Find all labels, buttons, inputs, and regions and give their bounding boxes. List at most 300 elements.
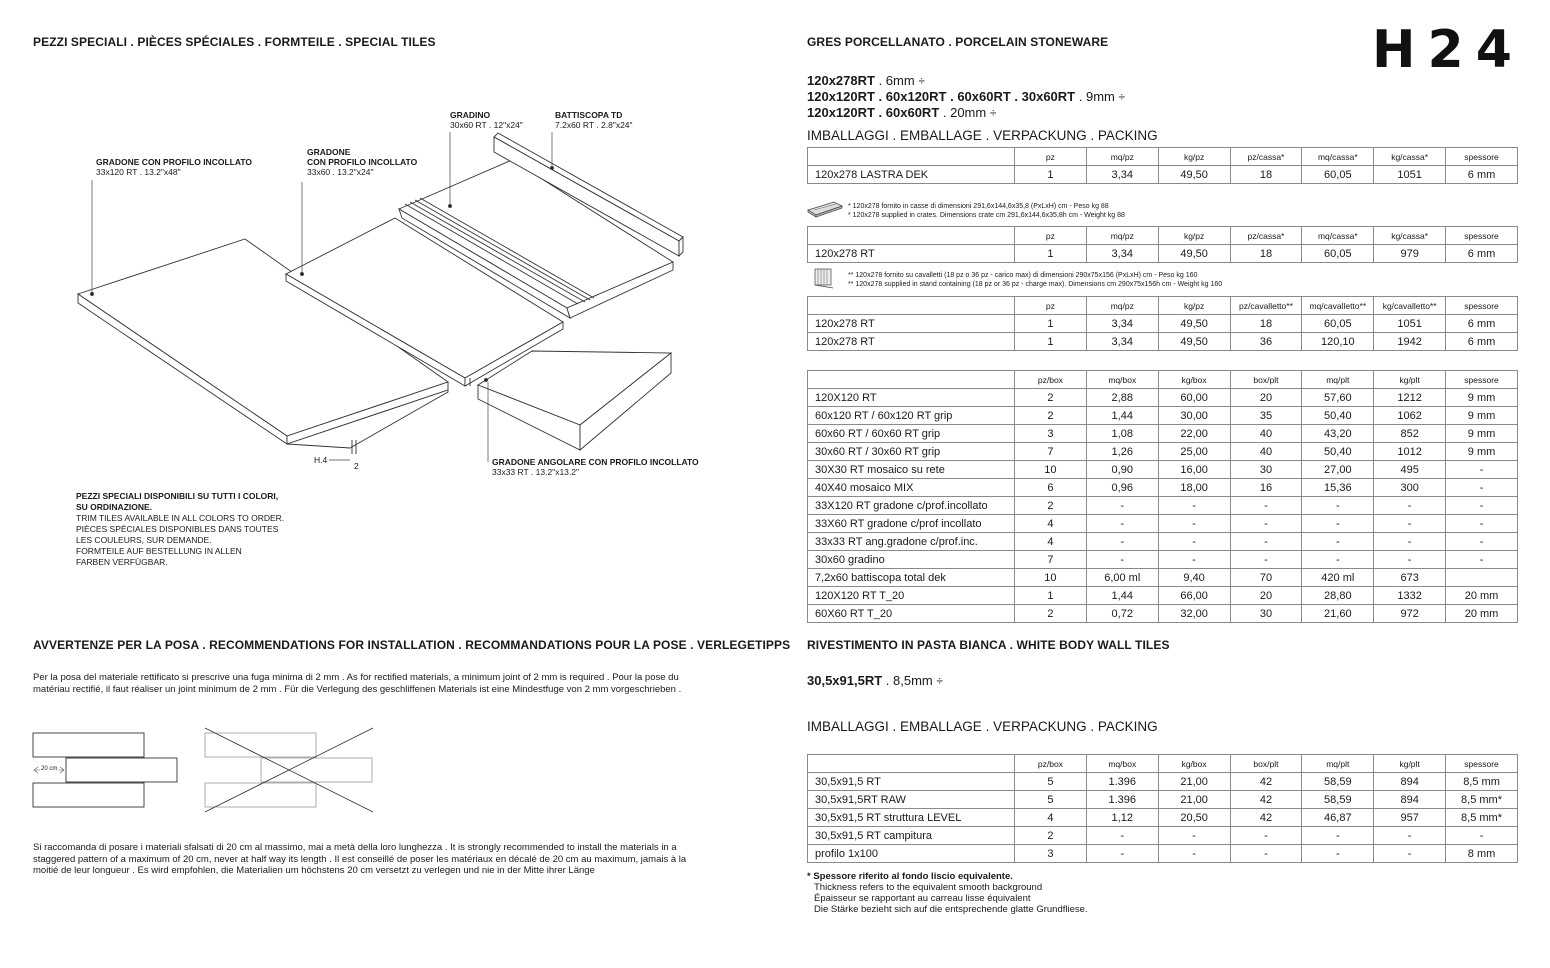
footnote-it: * Spessore riferito al fondo liscio equivalente. bbox=[807, 871, 1013, 882]
thickness-icon: ÷ bbox=[936, 674, 943, 688]
thickness-icon: ÷ bbox=[989, 106, 997, 120]
table-cell: 35 bbox=[1230, 407, 1302, 425]
table-cell: 0,72 bbox=[1086, 605, 1158, 623]
availability-line2: SU ORDINAZIONE. bbox=[76, 502, 153, 512]
availability-line6: FORMTEILE AUF BESTELLUNG IN ALLEN bbox=[76, 546, 242, 556]
label-angolare bbox=[492, 457, 699, 477]
table-cell: 21,00 bbox=[1158, 791, 1230, 809]
table-cell: - bbox=[1086, 515, 1158, 533]
table-cell: 60,00 bbox=[1158, 389, 1230, 407]
table-cell: 495 bbox=[1374, 461, 1446, 479]
table-cell: 60x60 RT / 60x60 RT grip bbox=[808, 425, 1015, 443]
spec2-thickness: . 9mm bbox=[1075, 89, 1115, 104]
table-cell: pz bbox=[1015, 148, 1087, 166]
table-row bbox=[808, 389, 1518, 407]
table-cell: 16,00 bbox=[1158, 461, 1230, 479]
label-battiscopa-title: BATTISCOPA TD bbox=[555, 110, 623, 120]
table-cell: 420 ml bbox=[1302, 569, 1374, 587]
table-cell: - bbox=[1446, 533, 1518, 551]
table-cell: 3,34 bbox=[1086, 166, 1158, 184]
table-cell: 120x278 RT bbox=[808, 245, 1015, 263]
table-cell: 894 bbox=[1374, 791, 1446, 809]
table-cell: 3,34 bbox=[1086, 315, 1158, 333]
spec-line-1 bbox=[807, 73, 925, 89]
availability-line7: FARBEN VERFÜGBAR. bbox=[76, 557, 168, 567]
table-cell: 46,87 bbox=[1302, 809, 1374, 827]
table-cell: pz/box bbox=[1015, 371, 1087, 389]
table-cell: 32,00 bbox=[1158, 605, 1230, 623]
table-cell: 7,2x60 battiscopa total dek bbox=[808, 569, 1015, 587]
table-cell: 15,36 bbox=[1302, 479, 1374, 497]
table-row bbox=[808, 515, 1518, 533]
table-cell: - bbox=[1446, 515, 1518, 533]
table-cell: 3 bbox=[1015, 425, 1087, 443]
table-cell: 1051 bbox=[1374, 315, 1446, 333]
table-cell: 6 bbox=[1015, 479, 1087, 497]
table-cell: mq/cavalletto** bbox=[1302, 297, 1374, 315]
table-cell: 1,12 bbox=[1086, 809, 1158, 827]
table-cell: 30,5x91,5 RT bbox=[808, 773, 1015, 791]
table-cell: 1,26 bbox=[1086, 443, 1158, 461]
stand-note-en: ** 120x278 supplied in stand containing (18 pz or 36 pz - charge max). Dimensions cm 290x75x156h cm - Weight kg 160 bbox=[848, 280, 1223, 288]
table-cell: 852 bbox=[1374, 425, 1446, 443]
table-cell bbox=[808, 297, 1015, 315]
table-cell: pz/cassa* bbox=[1230, 227, 1302, 245]
table-cell: 979 bbox=[1374, 245, 1446, 263]
table-cell: 5 bbox=[1015, 791, 1087, 809]
table-cell: spessore bbox=[1446, 148, 1518, 166]
availability-line5: LES COULEURS, SUR DEMANDE. bbox=[76, 535, 212, 545]
table-cell: pz/cassa* bbox=[1230, 148, 1302, 166]
install-title: AVVERTENZE PER LA POSA . RECOMMENDATIONS FOR INSTALLATION . RECOMMANDATIONS POUR LA POSE . VERLEGETIPPS bbox=[33, 638, 791, 652]
table-cell: 49,50 bbox=[1158, 333, 1230, 351]
table-cell: 30 bbox=[1230, 461, 1302, 479]
table-cell: 50,40 bbox=[1302, 407, 1374, 425]
table-cell: 1,44 bbox=[1086, 587, 1158, 605]
table-cell: 1 bbox=[1015, 587, 1087, 605]
table-cell: 6 mm bbox=[1446, 315, 1518, 333]
table-cell: 10 bbox=[1015, 461, 1087, 479]
table-cell: 8,5 mm* bbox=[1446, 809, 1518, 827]
table-cell bbox=[808, 148, 1015, 166]
table-cell: - bbox=[1230, 515, 1302, 533]
table-cell: 1.396 bbox=[1086, 791, 1158, 809]
table-cell: 120X120 RT bbox=[808, 389, 1015, 407]
table-cell: 7 bbox=[1015, 551, 1087, 569]
table-cell: box/plt bbox=[1230, 755, 1302, 773]
table-cell: 7 bbox=[1015, 443, 1087, 461]
table-cell: profilo 1x100 bbox=[808, 845, 1015, 863]
spec2-formats: 120x120RT . 60x120RT . 60x60RT . 30x60RT bbox=[807, 89, 1076, 104]
table-cell: mq/plt bbox=[1302, 755, 1374, 773]
table-cell: mq/pz bbox=[1086, 148, 1158, 166]
table-cell: 30X30 RT mosaico su rete bbox=[808, 461, 1015, 479]
table-cell: 30,00 bbox=[1158, 407, 1230, 425]
label-two: 2 bbox=[354, 461, 359, 471]
table-cell: spessore bbox=[1446, 297, 1518, 315]
table-cell: 30,5x91,5RT RAW bbox=[808, 791, 1015, 809]
label-gradino-size: 30x60 RT . 12"x24" bbox=[450, 120, 523, 130]
table-cell: - bbox=[1158, 515, 1230, 533]
table-cell: 2 bbox=[1015, 497, 1087, 515]
table-cell: spessore bbox=[1446, 755, 1518, 773]
table-cell: - bbox=[1302, 845, 1374, 863]
packing-table-main bbox=[807, 370, 1518, 623]
table-cell bbox=[1446, 569, 1518, 587]
spec-line-3 bbox=[807, 105, 996, 121]
install-diagrams bbox=[28, 724, 378, 814]
table-cell: - bbox=[1158, 497, 1230, 515]
table-row bbox=[808, 569, 1518, 587]
table-cell: 2 bbox=[1015, 827, 1087, 845]
label-h4: H.4 bbox=[314, 455, 328, 465]
table-cell: 1,08 bbox=[1086, 425, 1158, 443]
table-cell: - bbox=[1374, 497, 1446, 515]
crate-note-it: * 120x278 fornito in casse di dimensioni 291,6x144,6x35,8 (PxLxH) cm - Peso kg 88 bbox=[848, 203, 1109, 210]
table-cell: 40 bbox=[1230, 425, 1302, 443]
table-cell: 3 bbox=[1015, 845, 1087, 863]
offset-label: 20 cm bbox=[41, 766, 58, 772]
table-row bbox=[808, 333, 1518, 351]
table-cell: 2 bbox=[1015, 605, 1087, 623]
table-cell: 49,50 bbox=[1158, 166, 1230, 184]
table-cell: 1062 bbox=[1374, 407, 1446, 425]
availability-line3: TRIM TILES AVAILABLE IN ALL COLORS TO ORDER. bbox=[76, 513, 285, 523]
table-cell: 18 bbox=[1230, 315, 1302, 333]
table-cell: - bbox=[1374, 845, 1446, 863]
table-cell: 8,5 mm* bbox=[1446, 791, 1518, 809]
table-cell: 28,80 bbox=[1302, 587, 1374, 605]
footnote-en: Thickness refers to the equivalent smooth background bbox=[814, 882, 1043, 893]
table-cell: 6,00 ml bbox=[1086, 569, 1158, 587]
table-cell: - bbox=[1374, 827, 1446, 845]
table-row bbox=[808, 407, 1518, 425]
table-cell: 40X40 mosaico MIX bbox=[808, 479, 1015, 497]
table-cell: 30x60 RT / 30x60 RT grip bbox=[808, 443, 1015, 461]
table-cell: - bbox=[1302, 827, 1374, 845]
label-battiscopa bbox=[555, 110, 633, 130]
table-cell: 18 bbox=[1230, 245, 1302, 263]
table-cell: - bbox=[1230, 845, 1302, 863]
table-cell: kg/plt bbox=[1374, 755, 1446, 773]
table-row bbox=[808, 605, 1518, 623]
crate-note bbox=[848, 203, 1125, 220]
table-cell: mq/box bbox=[1086, 371, 1158, 389]
table-cell: 66,00 bbox=[1158, 587, 1230, 605]
spec1-thickness: . 6mm bbox=[874, 73, 915, 88]
label-angolare-size: 33x33 RT . 13.2"x13.2" bbox=[492, 467, 580, 477]
packing-table-lastra bbox=[807, 147, 1518, 184]
table-cell: 1212 bbox=[1374, 389, 1446, 407]
table-cell: - bbox=[1230, 827, 1302, 845]
table-header-row bbox=[808, 227, 1518, 245]
packing-title-wall: IMBALLAGGI . EMBALLAGE . VERPACKUNG . PACKING bbox=[807, 719, 1158, 734]
label-gradone-profilo-title: GRADONE CON PROFILO INCOLLATO bbox=[96, 157, 252, 167]
table-cell: 25,00 bbox=[1158, 443, 1230, 461]
table-cell: 1051 bbox=[1374, 166, 1446, 184]
table-cell bbox=[808, 227, 1015, 245]
table-cell: 1332 bbox=[1374, 587, 1446, 605]
table-cell: - bbox=[1446, 497, 1518, 515]
table-cell: - bbox=[1374, 515, 1446, 533]
packing-table-crate bbox=[807, 226, 1518, 263]
table-cell: - bbox=[1302, 533, 1374, 551]
table-cell: 957 bbox=[1374, 809, 1446, 827]
wall-tiles-title: RIVESTIMENTO IN PASTA BIANCA . WHITE BODY WALL TILES bbox=[807, 638, 1170, 652]
table-cell: - bbox=[1158, 551, 1230, 569]
spec1-formats: 120x278RT bbox=[807, 73, 875, 88]
table-cell: 50,40 bbox=[1302, 443, 1374, 461]
table-cell: pz bbox=[1015, 297, 1087, 315]
table-row bbox=[808, 533, 1518, 551]
table-cell: kg/pz bbox=[1158, 227, 1230, 245]
packing-table-wall bbox=[807, 754, 1518, 863]
gradone-angolare-shape bbox=[478, 351, 671, 450]
table-cell: 4 bbox=[1015, 533, 1087, 551]
table-cell: 30,5x91,5 RT struttura LEVEL bbox=[808, 809, 1015, 827]
table-cell: 60x120 RT / 60x120 RT grip bbox=[808, 407, 1015, 425]
table-cell bbox=[808, 371, 1015, 389]
table-cell: - bbox=[1086, 533, 1158, 551]
special-tiles-title: PEZZI SPECIALI . PIÈCES SPÉCIALES . FORMTEILE . SPECIAL TILES bbox=[33, 35, 436, 49]
table-cell: box/plt bbox=[1230, 371, 1302, 389]
table-cell: mq/plt bbox=[1302, 371, 1374, 389]
table-row bbox=[808, 166, 1518, 184]
table-cell: pz/box bbox=[1015, 755, 1087, 773]
table-cell: 894 bbox=[1374, 773, 1446, 791]
table-cell: 10 bbox=[1015, 569, 1087, 587]
table-cell: 36 bbox=[1230, 333, 1302, 351]
label-gradone-profilo bbox=[96, 157, 252, 177]
table-cell: 40 bbox=[1230, 443, 1302, 461]
table-cell: 57,60 bbox=[1302, 389, 1374, 407]
table-cell: 16 bbox=[1230, 479, 1302, 497]
table-header-row bbox=[808, 755, 1518, 773]
table-cell: - bbox=[1086, 551, 1158, 569]
table-cell: 0,96 bbox=[1086, 479, 1158, 497]
table-cell: 60,05 bbox=[1302, 315, 1374, 333]
packing-title: IMBALLAGGI . EMBALLAGE . VERPACKUNG . PACKING bbox=[807, 128, 1158, 143]
footnote-de: Die Stärke bezieht sich auf die entsprechende glatte Grundfliese. bbox=[814, 904, 1088, 915]
table-cell: mq/pz bbox=[1086, 227, 1158, 245]
table-cell: - bbox=[1302, 497, 1374, 515]
label-gradone-title2: CON PROFILO INCOLLATO bbox=[307, 157, 418, 167]
table-cell: - bbox=[1086, 845, 1158, 863]
table-cell: 1942 bbox=[1374, 333, 1446, 351]
table-cell: kg/cassa* bbox=[1374, 148, 1446, 166]
table-cell: kg/pz bbox=[1158, 297, 1230, 315]
table-cell: 8 mm bbox=[1446, 845, 1518, 863]
table-cell: 42 bbox=[1230, 809, 1302, 827]
table-cell: 20,50 bbox=[1158, 809, 1230, 827]
table-cell: mq/pz bbox=[1086, 297, 1158, 315]
availability-line4: PIÈCES SPÉCIALES DISPONIBLES DANS TOUTES bbox=[76, 524, 279, 534]
table-cell: 22,00 bbox=[1158, 425, 1230, 443]
table-cell: kg/cassa* bbox=[1374, 227, 1446, 245]
table-row bbox=[808, 245, 1518, 263]
wall-spec-format: 30,5x91,5RT bbox=[807, 673, 883, 688]
table-cell: 18 bbox=[1230, 166, 1302, 184]
table-cell: 18,00 bbox=[1158, 479, 1230, 497]
table-cell: 1012 bbox=[1374, 443, 1446, 461]
table-cell: 6 mm bbox=[1446, 333, 1518, 351]
table-cell: mq/cassa* bbox=[1302, 227, 1374, 245]
table-cell: 70 bbox=[1230, 569, 1302, 587]
table-row bbox=[808, 587, 1518, 605]
table-cell: 120x278 RT bbox=[808, 315, 1015, 333]
table-cell: 33x33 RT ang.gradone c/prof.inc. bbox=[808, 533, 1015, 551]
table-cell: 8,5 mm bbox=[1446, 773, 1518, 791]
table-cell: 33X60 RT gradone c/prof incollato bbox=[808, 515, 1015, 533]
thickness-icon: ÷ bbox=[1118, 90, 1126, 104]
table-cell: - bbox=[1446, 827, 1518, 845]
table-cell: 30 bbox=[1230, 605, 1302, 623]
table-cell: 9 mm bbox=[1446, 389, 1518, 407]
spec3-formats: 120x120RT . 60x60RT bbox=[807, 105, 940, 120]
table-header-row bbox=[808, 148, 1518, 166]
table-cell: - bbox=[1158, 845, 1230, 863]
table-cell: 42 bbox=[1230, 791, 1302, 809]
table-cell: 120x278 RT bbox=[808, 333, 1015, 351]
table-row bbox=[808, 827, 1518, 845]
table-cell: - bbox=[1446, 461, 1518, 479]
table-cell: - bbox=[1086, 497, 1158, 515]
table-cell: 58,59 bbox=[1302, 773, 1374, 791]
table-cell: 0,90 bbox=[1086, 461, 1158, 479]
table-cell: 20 mm bbox=[1446, 605, 1518, 623]
table-cell: 5 bbox=[1015, 773, 1087, 791]
table-cell: 30x60 gradino bbox=[808, 551, 1015, 569]
label-gradone bbox=[307, 147, 417, 177]
label-gradino bbox=[450, 110, 523, 130]
table-cell: 1.396 bbox=[1086, 773, 1158, 791]
stoneware-title: GRES PORCELLANATO . PORCELAIN STONEWARE bbox=[807, 35, 1109, 49]
availability-note bbox=[76, 491, 284, 568]
table-cell: - bbox=[1230, 533, 1302, 551]
table-cell: - bbox=[1374, 551, 1446, 569]
spec3-thickness: . 20mm bbox=[939, 105, 987, 120]
table-cell: - bbox=[1086, 827, 1158, 845]
table-row bbox=[808, 809, 1518, 827]
table-cell: 49,50 bbox=[1158, 315, 1230, 333]
table-cell: pz bbox=[1015, 227, 1087, 245]
table-row bbox=[808, 443, 1518, 461]
table-cell: kg/plt bbox=[1374, 371, 1446, 389]
table-cell: - bbox=[1230, 551, 1302, 569]
table-cell: 9 mm bbox=[1446, 425, 1518, 443]
table-cell: 120,10 bbox=[1302, 333, 1374, 351]
wall-spec-thickness: . 8,5mm bbox=[882, 673, 933, 688]
stand-note bbox=[848, 272, 1222, 289]
h24-logo: H24 bbox=[1372, 20, 1524, 80]
label-battiscopa-size: 7.2x60 RT . 2.8"x24" bbox=[555, 120, 633, 130]
table-cell: pz/cavalletto** bbox=[1230, 297, 1302, 315]
table-cell: 20 mm bbox=[1446, 587, 1518, 605]
table-cell: 1,44 bbox=[1086, 407, 1158, 425]
table-header-row bbox=[808, 297, 1518, 315]
table-row bbox=[808, 479, 1518, 497]
table-cell: 9 mm bbox=[1446, 407, 1518, 425]
table-cell: 27,00 bbox=[1302, 461, 1374, 479]
table-cell: 2,88 bbox=[1086, 389, 1158, 407]
table-cell: - bbox=[1302, 551, 1374, 569]
table-cell: spessore bbox=[1446, 371, 1518, 389]
table-row bbox=[808, 551, 1518, 569]
table-row bbox=[808, 497, 1518, 515]
label-gradone-profilo-size: 33x120 RT . 13.2"x48" bbox=[96, 167, 181, 177]
table-cell: 30,5x91,5 RT campitura bbox=[808, 827, 1015, 845]
table-cell: 300 bbox=[1374, 479, 1446, 497]
table-cell: kg/box bbox=[1158, 371, 1230, 389]
table-cell: 21,00 bbox=[1158, 773, 1230, 791]
table-cell: spessore bbox=[1446, 227, 1518, 245]
table-header-row bbox=[808, 371, 1518, 389]
table-cell: - bbox=[1374, 533, 1446, 551]
table-cell: 4 bbox=[1015, 809, 1087, 827]
availability-line1: PEZZI SPECIALI DISPONIBILI SU TUTTI I COLORI, bbox=[76, 491, 279, 501]
table-cell: kg/cavalletto** bbox=[1374, 297, 1446, 315]
table-cell: - bbox=[1446, 479, 1518, 497]
table-cell: - bbox=[1158, 533, 1230, 551]
spec-line-2 bbox=[807, 89, 1125, 105]
table-row bbox=[808, 461, 1518, 479]
table-row bbox=[808, 791, 1518, 809]
table-cell: - bbox=[1302, 515, 1374, 533]
table-cell: 6 mm bbox=[1446, 166, 1518, 184]
thickness-footnote bbox=[807, 871, 1088, 915]
table-cell: - bbox=[1446, 551, 1518, 569]
table-cell: 2 bbox=[1015, 389, 1087, 407]
install-text-offset: Si raccomanda di posare i materiali sfalsati di 20 cm al massimo, mai a metà della loro lunghezza . It is strongly recommended to install the materials in a staggered pattern of a maximum of 20 cm, never at half way its length . Il est conseillé de poser les matériaux en décalé de 20 cm au maximum, jamais à la moitié de leur longueur . Es wird empfohlen, die Materialien um höchstens 20 cm versetzt zu verlegen und nie in der Mitte ihrer Länge bbox=[33, 842, 687, 876]
table-cell: 1 bbox=[1015, 245, 1087, 263]
table-cell: 43,20 bbox=[1302, 425, 1374, 443]
table-cell: kg/box bbox=[1158, 755, 1230, 773]
packing-table-stand bbox=[807, 296, 1518, 351]
table-cell: - bbox=[1230, 497, 1302, 515]
table-cell: 4 bbox=[1015, 515, 1087, 533]
table-cell: 21,60 bbox=[1302, 605, 1374, 623]
label-gradone-title1: GRADONE bbox=[307, 147, 351, 157]
install-text-joint: Per la posa del materiale rettificato si prescrive una fuga minima di 2 mm . As for rectified materials, a minimum joint of 2 mm is required . Pour la pose du matériau rectifié, il faut réaliser un joint minimum de 2 mm . Für die Verlegung des geschliffenen Materials ist eine Mindestfuge von 2 mm vorgeschrieben . bbox=[33, 672, 682, 695]
table-cell: 60X60 RT T_20 bbox=[808, 605, 1015, 623]
table-row bbox=[808, 315, 1518, 333]
table-cell: mq/box bbox=[1086, 755, 1158, 773]
table-cell: 2 bbox=[1015, 407, 1087, 425]
stand-icon bbox=[812, 266, 836, 290]
table-row bbox=[808, 773, 1518, 791]
label-gradino-title: GRADINO bbox=[450, 110, 491, 120]
table-cell: 58,59 bbox=[1302, 791, 1374, 809]
table-cell: 3,34 bbox=[1086, 245, 1158, 263]
crate-icon bbox=[806, 200, 844, 218]
table-cell: 60,05 bbox=[1302, 166, 1374, 184]
table-cell: 120x278 LASTRA DEK bbox=[808, 166, 1015, 184]
table-cell: 6 mm bbox=[1446, 245, 1518, 263]
table-row bbox=[808, 425, 1518, 443]
table-cell: 20 bbox=[1230, 389, 1302, 407]
table-cell: 972 bbox=[1374, 605, 1446, 623]
wall-spec-line bbox=[807, 673, 943, 689]
table-cell: 42 bbox=[1230, 773, 1302, 791]
table-cell: 1 bbox=[1015, 333, 1087, 351]
table-cell: 49,50 bbox=[1158, 245, 1230, 263]
table-cell: 20 bbox=[1230, 587, 1302, 605]
table-cell: 60,05 bbox=[1302, 245, 1374, 263]
table-cell: kg/pz bbox=[1158, 148, 1230, 166]
label-angolare-title: GRADONE ANGOLARE CON PROFILO INCOLLATO bbox=[492, 457, 699, 467]
table-cell: 1 bbox=[1015, 166, 1087, 184]
table-cell: 9 mm bbox=[1446, 443, 1518, 461]
